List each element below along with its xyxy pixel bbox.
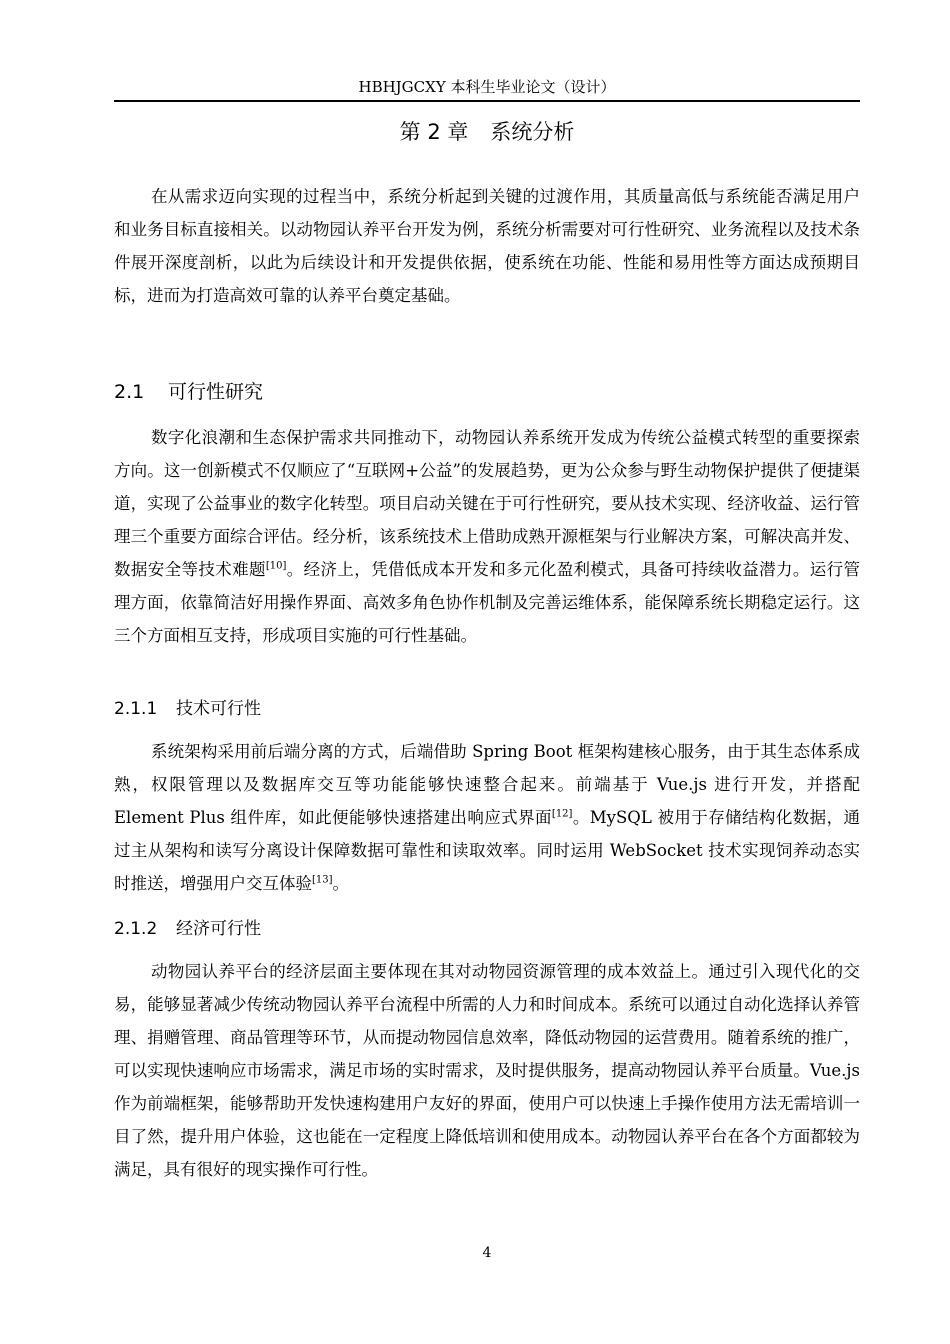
feasibility-paragraph	[114, 421, 860, 652]
citation-ref: [12]	[551, 808, 573, 820]
feasibility-text-part2: 。经济上，凭借低成本开发和多元化盈利模式，具备可持续收益潜力。运行管理方面，依靠简洁好用操作界面、高效多角色协作机制及完善运维体系，能保障系统长期稳定运行。这三个方面相互支持，形成项目实施的可行性基础。	[114, 560, 861, 645]
subsection-number: 2.1.2	[114, 919, 158, 939]
subsection-title: 经济可行性	[176, 919, 261, 939]
technical-text-part3: 。	[332, 874, 350, 893]
running-header: HBHJGCXY 本科生毕业论文（设计）	[358, 78, 616, 96]
technical-text-part2: 。MySQL 被用于存储结构化数据，通过主从架构和读写分离设计保障数据可靠性和读取效率。同时运用 WebSocket 技术实现饲养动态实时推送，增强用户交互体验	[114, 808, 861, 893]
section-number: 2.1	[114, 381, 145, 403]
chapter-title-text: 系统分析	[490, 120, 575, 144]
intro-paragraph: 在从需求迈向实现的过程当中，系统分析起到关键的过渡作用，其质量高低与系统能否满足用户和业务目标直接相关。以动物园认养平台开发为例，系统分析需要对可行性研究、业务流程以及技术条件展开深度剖析，以此为后续设计和开发提供依据，使系统在功能、性能和易用性等方面达成预期目标，进而为打造高效可靠的认养平台奠定基础。	[114, 187, 860, 305]
header-rule	[114, 100, 860, 102]
technical-feasibility-paragraph	[114, 735, 860, 900]
chapter-number: 第 2 章	[399, 120, 469, 144]
economic-feasibility-paragraph: 动物园认养平台的经济层面主要体现在其对动物园资源管理的成本效益上。通过引入现代化的交易，能够显著减少传统动物园认养平台流程中所需的人力和时间成本。系统可以通过自动化选择认养管理、捐赠管理、商品管理等环节，从而提动物园信息效率，降低动物园的运营费用。随着系统的推广，可以实现快速响应市场需求，满足市场的实时需求，及时提供服务，提高动物园认养平台质量。Vue.js 作为前端框架，能够帮助开发快速构建用户友好的界面，使用户可以快速上手操作使用方法无需培训一目了然，提升用户体验，这也能在一定程度上降低培训和使用成本。动物园认养平台在各个方面都较为满足，具有很好的现实操作可行性。	[114, 962, 860, 1179]
technical-text-part1: 系统架构采用前后端分离的方式，后端借助 Spring Boot 框架构建核心服务，由于其生态体系成熟，权限管理以及数据库交互等功能能够快速整合起来。前端基于 Vue.js 进行开发，并搭配 Element Plus 组件库，如此便能够快速搭建出响应式界面	[114, 742, 860, 827]
citation-ref: [10]	[265, 560, 287, 572]
section-heading-2-1-1	[114, 696, 261, 722]
citation-ref: [13]	[312, 874, 333, 886]
section-title: 可行性研究	[168, 381, 264, 403]
section-heading-2-1-2	[114, 916, 261, 942]
page-number: 4	[482, 1245, 492, 1261]
chapter-title	[114, 117, 860, 147]
feasibility-text-part1: 数字化浪潮和生态保护需求共同推动下，动物园认养系统开发成为传统公益模式转型的重要探索方向。这一创新模式不仅顺应了“互联网+公益”的发展趋势，更为公众参与野生动物保护提供了便捷渠道，实现了公益事业的数字化转型。项目启动关键在于可行性研究，要从技术实现、经济收益、运行管理三个重要方面综合评估。经分析，该系统技术上借助成熟开源框架与行业解决方案，可解决高并发、数据安全等技术难题	[114, 428, 860, 579]
subsection-number: 2.1.1	[114, 699, 158, 719]
subsection-title: 技术可行性	[176, 699, 261, 719]
section-heading-2-1	[114, 378, 263, 406]
